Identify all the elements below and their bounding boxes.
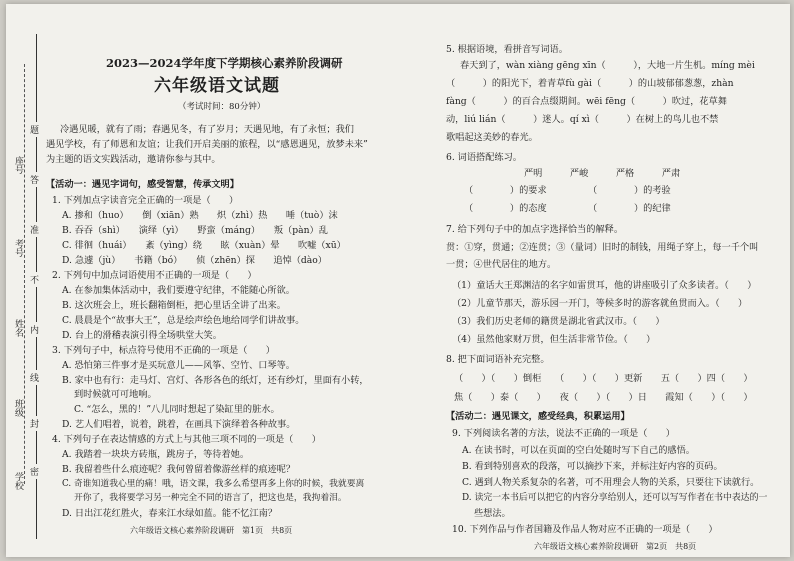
- option: A. 掺和（huo） 倒（xiān）熟 炽（zhì）热 唾（tuò）沫: [62, 210, 338, 221]
- exam-title: 六年级语文试题: [154, 76, 280, 96]
- definition-text: 一贯；④世代居住的地方。: [446, 259, 557, 270]
- section-heading: 【活动二：遇见课文，感受经典，积累运用】: [446, 411, 630, 422]
- binding-margin: [6, 4, 44, 557]
- cutline-char: 密: [30, 464, 39, 479]
- question-stem: 10. 下列作品与作者国籍及作品人物对应不正确的一项是（ ）: [452, 524, 718, 535]
- passage-text: fàng（ ）的百合点缀期间。wēi fēng（ ）吹过，花草舞: [446, 96, 727, 107]
- intro-text: 遇见学校，有了师恩和友谊；让我们开启美丽的旅程，以“感恩遇见，放梦未来”: [46, 139, 368, 150]
- option: A. 我踏着一块块方砖瓶，跳房子，等待着她。: [62, 449, 250, 460]
- cutline-char: 准: [30, 222, 39, 237]
- question-stem: 6. 词语搭配练习。: [446, 152, 522, 163]
- cutline-char: 内: [30, 322, 39, 337]
- school-label: 学校: [13, 472, 23, 490]
- option: B. 看到特别喜欢的段落，可以摘抄下来，并标注好内容的页码。: [462, 461, 723, 472]
- option: C. “怎么，黑的！”八儿同时想起了染缸里的脏水。: [74, 404, 280, 415]
- exam-duration: （考试时间：80分钟）: [178, 102, 266, 112]
- question-stem: 9. 下列阅读名著的方法，说法不正确的一项是（ ）: [452, 428, 675, 439]
- passage-text: 春天到了，wàn xiàng gēng xīn（ ），大地一片生机。míng mèi: [460, 60, 755, 71]
- passage-text: 歌唱起这美妙的春光。: [446, 132, 538, 143]
- option: C. 徘徊（huái） 紊（yìnɡ）绕 眩（xuàn）晕 吹嘘（xū）: [62, 240, 346, 251]
- cutline-char: 答: [30, 172, 39, 187]
- fill-blank-row: （ ）的态度 （ ）的纪律: [464, 203, 671, 214]
- intro-text: 为主题的语文实践活动，邀请你参与其中。: [46, 154, 221, 165]
- exam-number-label: 考号: [13, 239, 23, 257]
- option: B. 家中也有行：走马灯、宫灯、各形各色的纸灯，还有纱灯，里面有小转，: [62, 375, 369, 386]
- cutline-char: 线: [30, 370, 39, 385]
- option: D. 读完一本书后可以把它的内容分享给别人，还可以写写作者在书中表达的一: [462, 493, 768, 503]
- page-footer: 六年级语文核心素养阶段调研 第1页 共8页: [130, 526, 293, 535]
- exam-sheet: [6, 4, 790, 557]
- page-1: [46, 4, 386, 557]
- intro-text: 冷遇见暖，就有了雨；春遇见冬，有了岁月；天遇见地，有了永恒；我们: [60, 124, 354, 135]
- seal-dashed-line: [24, 64, 25, 484]
- cutline-char: 题: [30, 122, 39, 137]
- name-label: 姓名: [13, 319, 23, 337]
- question-stem: 1. 下列加点字读音完全正确的一项是（ ）: [52, 195, 239, 206]
- option: D. 台上的滑稽表演引得全场哄堂大笑。: [62, 330, 222, 341]
- page-2: [404, 4, 784, 557]
- sub-question: （1）童话大王郑渊洁的名字如雷贯耳，他的讲座吸引了众多读者。（ ）: [452, 280, 757, 291]
- question-stem: 2. 下列句中加点词语使用不正确的一项是（ ）: [52, 270, 257, 281]
- option-continued: 开你了，我将要学习另一种完全不同的语言了，把这也是，我拘着泪。: [74, 493, 347, 503]
- seat-number-label: 座号: [13, 156, 23, 174]
- passage-text: （ ）的阳光下，着青草fù gài（ ）的山坡郁郁葱葱，zhàn: [446, 78, 734, 89]
- question-stem: 3. 下列句子中，标点符号使用不正确的一项是（ ）: [52, 345, 275, 356]
- option: B. 这次班会上，班长翻箱倒柜，把心里话全讲了出来。: [62, 300, 286, 311]
- cutline-char: 不: [30, 272, 39, 287]
- option: D. 艺人们唱着，说着，跳着，在画具下演绎着各种故事。: [62, 419, 296, 430]
- question-stem: 8. 把下面词语补充完整。: [446, 354, 550, 365]
- word-bank: 严明 严峻 严格 严肃: [524, 168, 681, 179]
- option: C. 奇谁知道我心里的痛！哦，语文课，我多么希望再多上你的时候，我就要离: [62, 479, 365, 489]
- sub-question: （3）我们历史老师的籍贯是湖北省武汉市。（ ）: [452, 316, 665, 327]
- page-footer: 六年级语文核心素养阶段调研 第2页 共8页: [534, 542, 697, 551]
- option: D. 急遽（jù） 书籍（bó） 侦（zhēn）探 追悼（dào）: [62, 255, 327, 266]
- option-continued: 些想法。: [474, 508, 511, 519]
- fill-blank-row: （ ）的要求 （ ）的考验: [464, 185, 671, 196]
- option: C. 遇到人物关系复杂的名著，可不用理会人物的关系，只要往下读就行。: [462, 477, 760, 488]
- option: D. 日出江花红胜火，春来江水绿如蓝。能不忆江南？: [62, 508, 278, 519]
- fill-blank-row: （ ）（ ）倒柜 （ ）（ ）更新 五（ ）四（ ）: [454, 373, 753, 384]
- question-stem: 4. 下列句子在表达情感的方式上与其他三项不同的一项是（ ）: [52, 434, 321, 445]
- option: C. 晨晨是个“故事大王”，总是绘声绘色地给同学们讲故事。: [62, 315, 305, 326]
- section-heading: 【活动一：遇见字词句，感受智慧，传承文明】: [46, 179, 239, 190]
- option: A. 在读书时，可以在页面的空白处随时写下自己的感悟。: [462, 445, 695, 456]
- option: A. 恐怕第三件事才是买玩意儿——风筝、空竹、口琴等。: [62, 360, 295, 371]
- option: B. 吞吞（shì） 演绎（yì） 野蛮（mánɡ） 叛（pàn）乱: [62, 225, 328, 236]
- sub-question: （2）儿童节那天，游乐园一开门，等候多时的游客就鱼贯而入。（ ）: [452, 298, 748, 309]
- cutline-char: 封: [30, 416, 39, 431]
- option: B. 我留着些什么痕迹呢？我何曾留着像游丝样的痕迹呢？: [62, 464, 296, 475]
- exam-header: 2023—2024学年度下学期核心素养阶段调研: [106, 56, 343, 70]
- class-label: 班级: [13, 399, 23, 417]
- fill-blank-row: 焦（ ）泰（ ） 夜（ ）（ ）日 霞知（ ）（ ）: [454, 392, 753, 403]
- option-continued: 到时候就可可地响。: [74, 389, 157, 400]
- option: A. 在参加集体活动中，我们要遵守纪律，不能随心所欲。: [62, 285, 295, 296]
- passage-text: 动，liú lián（ ）迷人。qí xì（ ）在树上的鸟儿也不禁: [446, 114, 719, 125]
- definition-text: 贯：①穿，贯通；②连贯；③（量词）旧时的制钱，用绳子穿上，每一千个叫: [446, 242, 759, 253]
- question-stem: 7. 给下列句子中的加点字选择恰当的解释。: [446, 224, 624, 235]
- question-stem: 5. 根据语境，看拼音写词语。: [446, 44, 568, 55]
- sub-question: （4）虽然他家财万贯，但生活非常节俭。（ ）: [452, 334, 656, 345]
